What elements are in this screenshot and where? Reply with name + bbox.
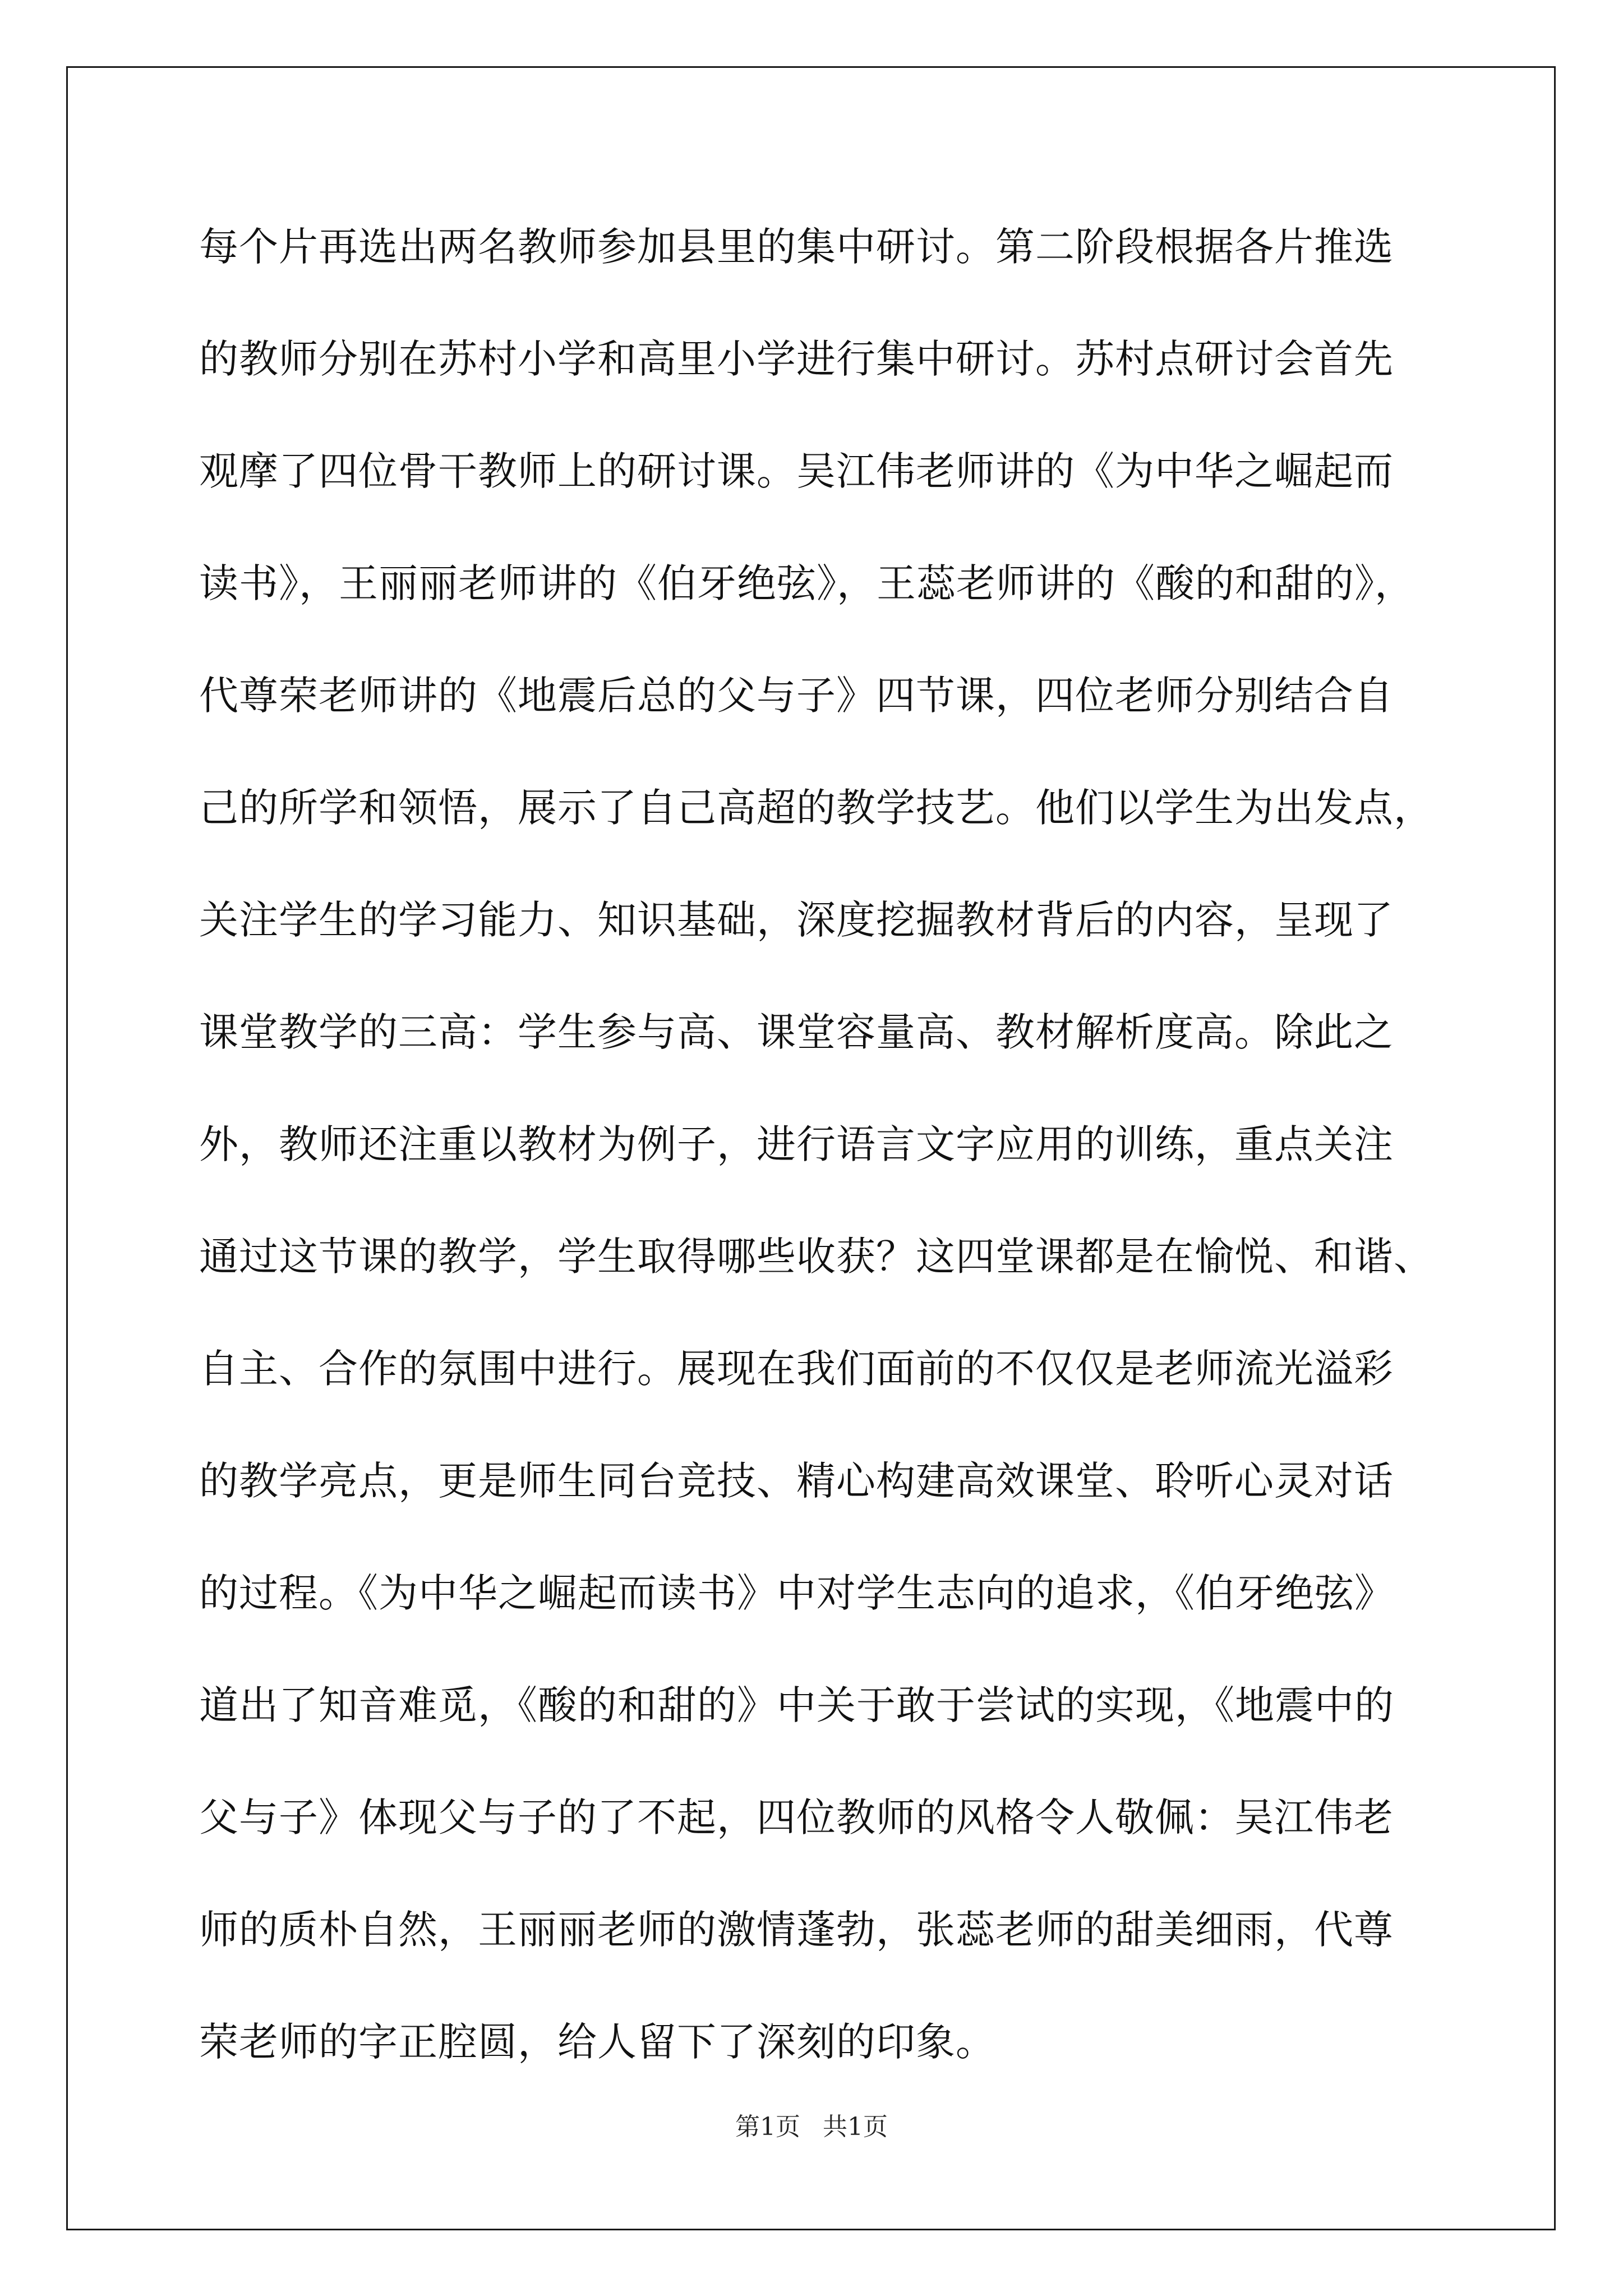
text-line: 师的质朴自然，王丽丽老师的激情蓬勃，张蕊老师的甜美细雨，代尊	[199, 1907, 1394, 1953]
text-line: 外，教师还注重以教材为例子，进行语言文字应用的训练，重点关注	[199, 1121, 1394, 1167]
text-line: 荣老师的字正腔圆，给人留下了深刻的印象。	[199, 2019, 995, 2065]
text-line: 代尊荣老师讲的《地震后总的父与子》四节课，四位老师分别结合自	[199, 673, 1394, 719]
text-line: 父与子》体现父与子的了不起，四位教师的风格令人敬佩：吴江伟老	[199, 1795, 1394, 1841]
document-body	[199, 213, 1433, 2120]
text-line: 读书》，王丽丽老师讲的《伯牙绝弦》，王蕊老师讲的《酸的和甜的》，	[199, 560, 1414, 606]
text-line: 的过程。《为中华之崛起而读书》中对学生志向的追求，《伯牙绝弦》	[199, 1570, 1394, 1616]
page-footer	[0, 2110, 1623, 2144]
page-number: 第1页	[735, 2113, 800, 2141]
text-line: 的教师分别在苏村小学和高里小学进行集中研讨。苏村点研讨会首先	[199, 336, 1394, 382]
text-line: 的教学亮点，更是师生同台竞技、精心构建高效课堂、聆听心灵对话	[199, 1458, 1394, 1504]
text-line: 己的所学和领悟，展示了自己高超的教学技艺。他们以学生为出发点，	[199, 785, 1433, 831]
text-line: 关注学生的学习能力、知识基础，深度挖掘教材背后的内容，呈现了	[199, 897, 1394, 943]
text-line: 观摩了四位骨干教师上的研讨课。吴江伟老师讲的《为中华之崛起而	[199, 448, 1394, 494]
text-line: 通过这节课的教学，学生取得哪些收获？这四堂课都是在愉悦、和谐、	[199, 1234, 1433, 1280]
text-line: 道出了知音难觅，《酸的和甜的》中关于敢于尝试的实现，《地震中的	[199, 1682, 1394, 1728]
page-total: 共1页	[823, 2113, 888, 2141]
text-line: 课堂教学的三高：学生参与高、课堂容量高、教材解析度高。除此之	[199, 1009, 1394, 1055]
text-line: 每个片再选出两名教师参加县里的集中研讨。第二阶段根据各片推选	[199, 224, 1394, 270]
text-line: 自主、合作的氛围中进行。展现在我们面前的不仅仅是老师流光溢彩	[199, 1346, 1394, 1392]
